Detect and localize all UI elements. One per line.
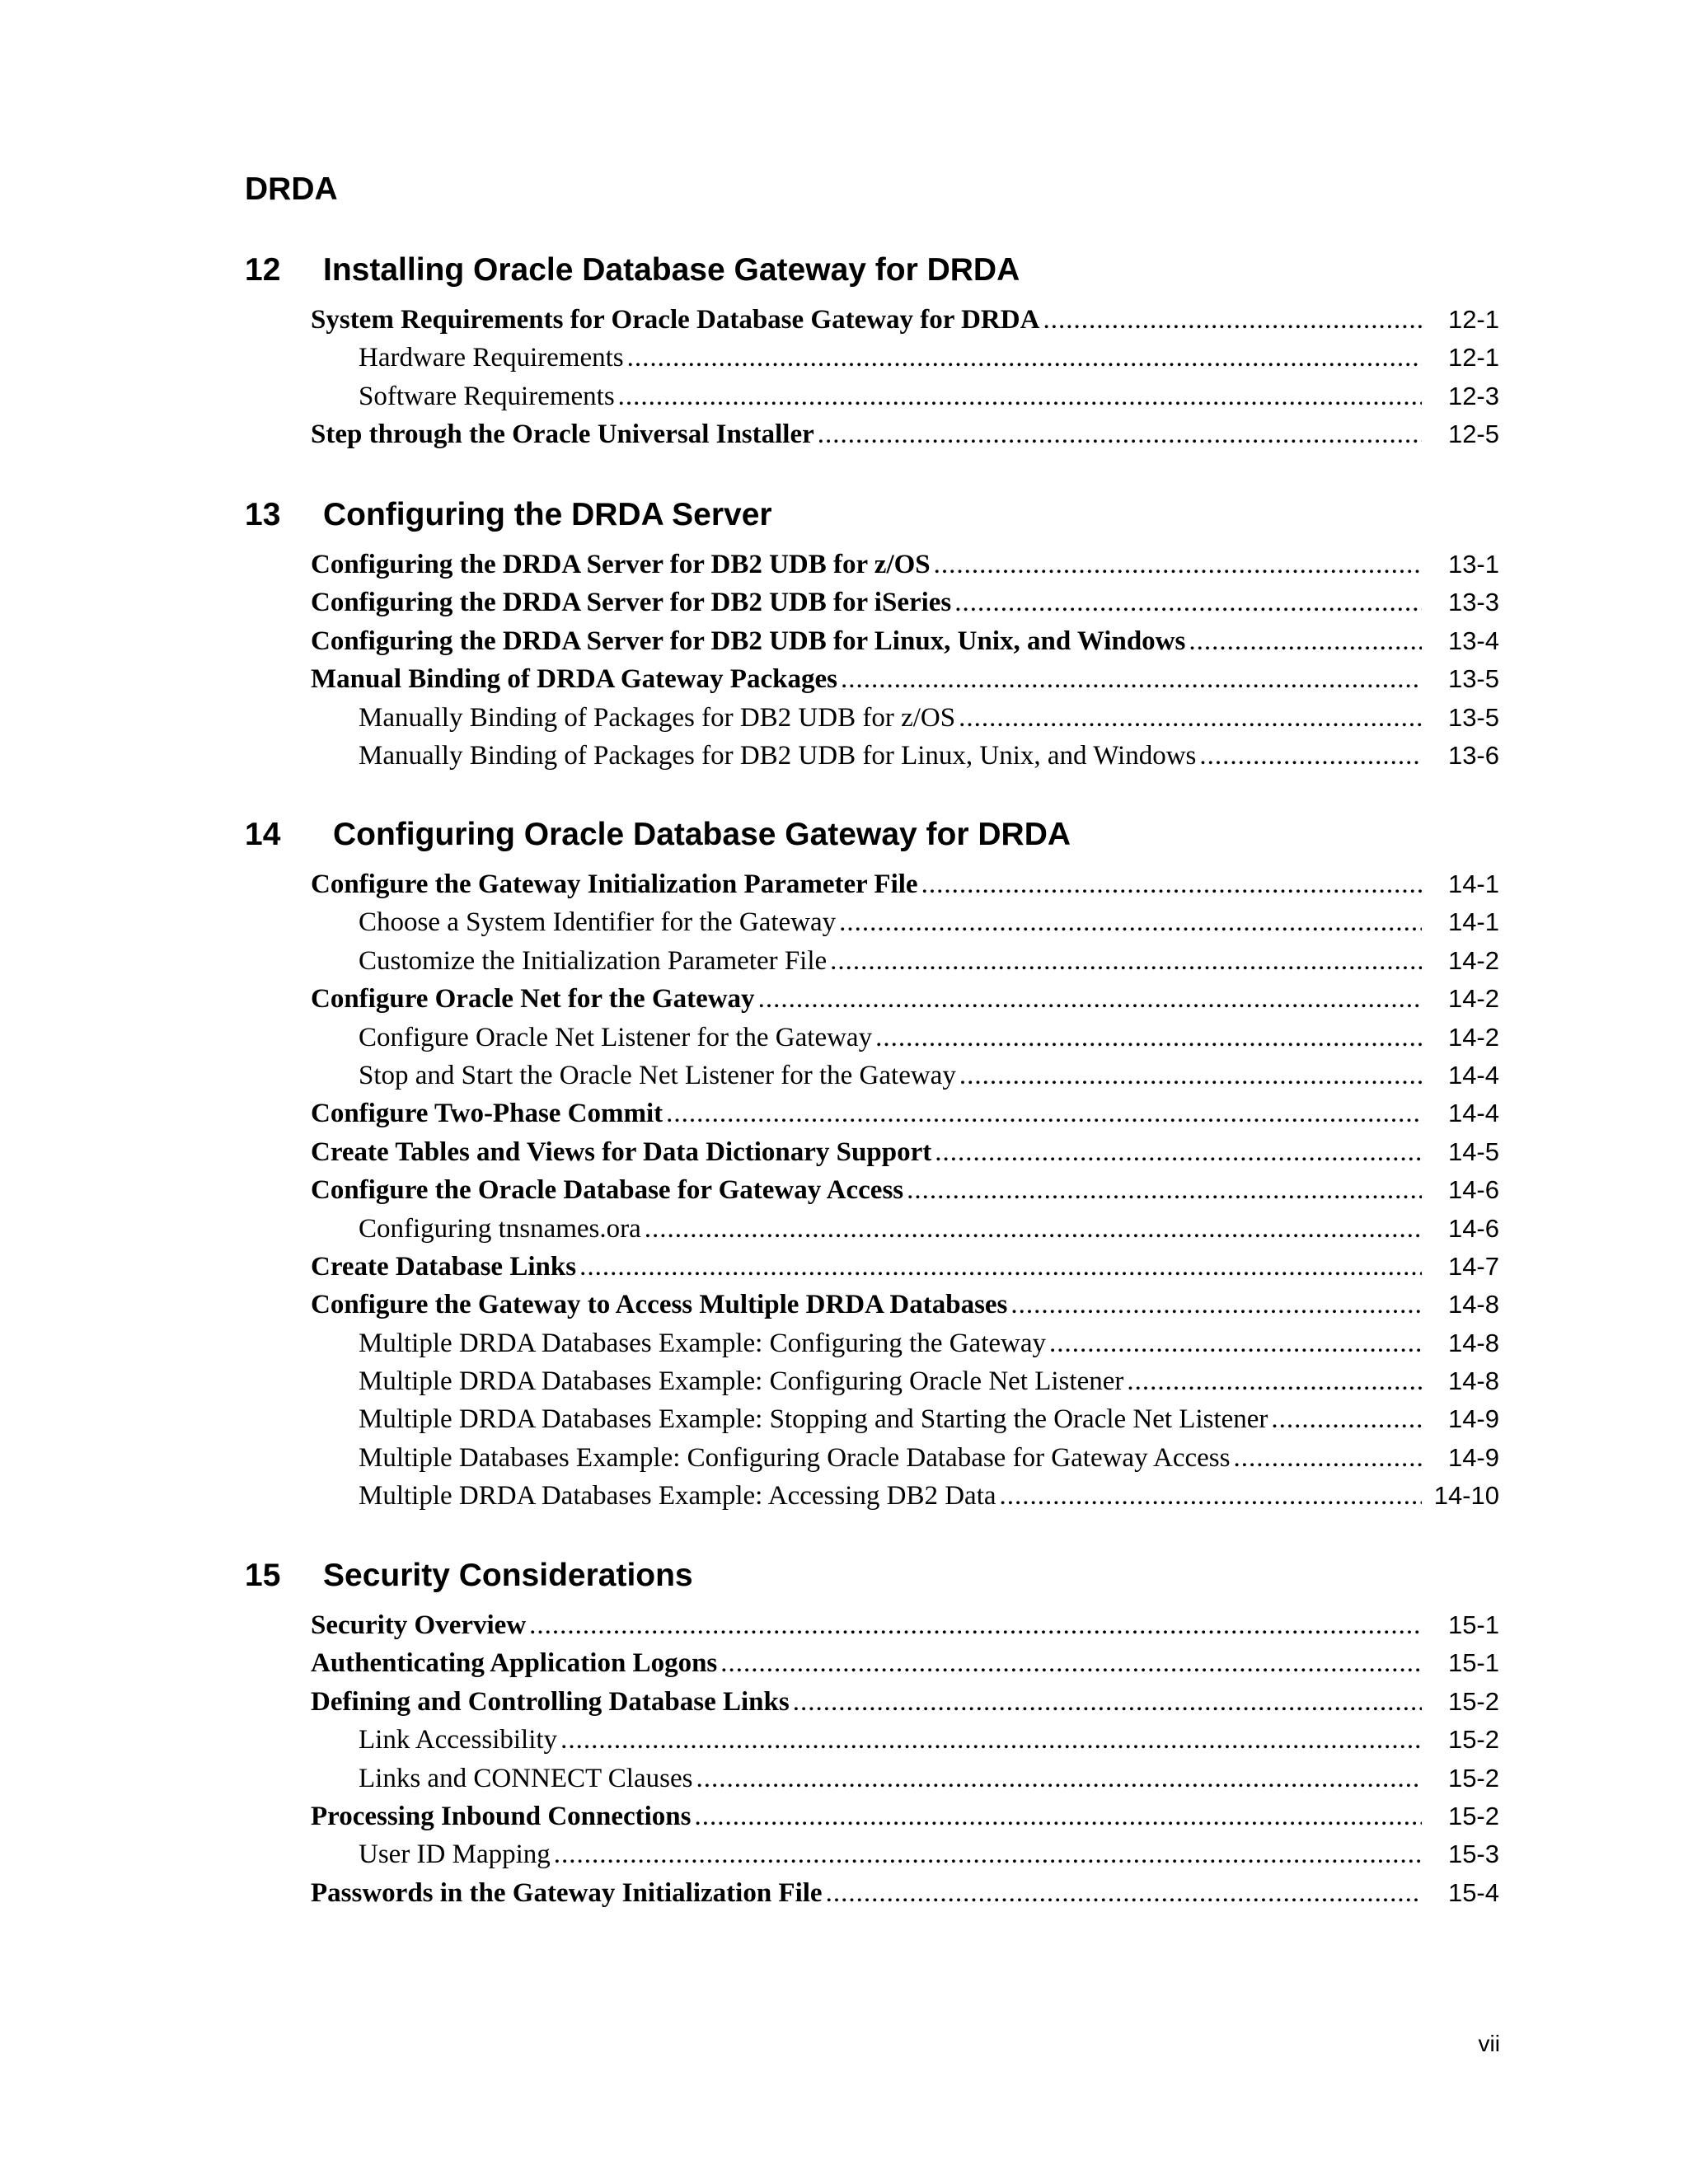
chapter-15 [245,1555,1499,1912]
toc-entry[interactable] [245,1286,1499,1324]
toc-entry[interactable] [245,1171,1499,1209]
toc-entry[interactable] [245,942,1499,980]
chapter-heading [245,1555,1499,1596]
toc-entry[interactable] [245,415,1499,453]
toc-entry[interactable] [245,1210,1499,1248]
toc-entry-label: Configuring the DRDA Server for DB2 UDB for Linux, Unix, and Windows [311,626,1186,656]
chapter-number: 13 [245,497,281,532]
toc-entry-label: Manual Binding of DRDA Gateway Packages [311,664,837,695]
toc-entry-page: 15-2 [1447,1763,1499,1793]
toc-entry[interactable] [245,1477,1499,1515]
toc-entry-page: 14-8 [1447,1366,1499,1396]
toc-entry-label: Create Tables and Views for Data Dictionary Support [311,1137,932,1167]
toc-entry-page: 13-3 [1447,588,1499,617]
toc-entry-label: Configure Two-Phase Commit [311,1099,663,1129]
leader-dots [826,1874,1422,1912]
chapter-12 [245,250,1499,454]
toc-entry-page: 15-2 [1447,1725,1499,1755]
chapter-heading [245,494,1499,536]
toc-entry[interactable] [245,622,1499,660]
toc-entry-label: Manually Binding of Packages for DB2 UDB for z/OS [359,702,956,733]
toc-entry[interactable] [245,377,1499,415]
leader-dots [618,377,1422,415]
chapter-number: 14 [245,817,281,852]
leader-dots [579,1248,1422,1286]
toc-entry-page: 13-6 [1447,740,1499,770]
leader-dots [1233,1439,1422,1477]
toc-entry-page: 14-2 [1447,984,1499,1014]
toc-entry-page: 12-5 [1447,419,1499,449]
toc-entry[interactable] [245,1606,1499,1644]
leader-dots [921,865,1422,903]
leader-dots [793,1683,1422,1721]
toc-entry-label: Hardware Requirements [359,343,624,373]
toc-entry-label: Defining and Controlling Database Links [311,1686,790,1717]
toc-entry[interactable] [245,737,1499,775]
leader-dots [758,980,1422,1018]
leader-dots [839,903,1422,941]
toc-entry-label: Configure the Gateway Initialization Parameter File [311,869,918,899]
chapter-title: Configuring Oracle Database Gateway for DRDA [333,817,1071,852]
toc-entry-page: 14-9 [1447,1404,1499,1434]
toc-entry-label: Stop and Start the Oracle Net Listener for the Gateway [359,1060,956,1090]
chapter-title: Security Considerations [323,1558,693,1593]
leader-dots [1043,301,1422,339]
toc-entry[interactable] [245,1439,1499,1477]
leader-dots [529,1606,1422,1644]
leader-dots [666,1094,1422,1132]
leader-dots [954,583,1422,621]
toc-entry-label: Security Overview [311,1610,527,1640]
toc-entries [245,301,1499,454]
toc-entry-label: Multiple DRDA Databases Example: Configuring Oracle Net Listener [359,1366,1124,1397]
leader-dots [560,1721,1422,1759]
toc-entry-page: 14-4 [1447,1060,1499,1090]
toc-entry[interactable] [245,546,1499,583]
toc-entry-label: Configure Oracle Net Listener for the Gateway [359,1022,873,1052]
leader-dots [1271,1400,1422,1438]
toc-entry-label: Passwords in the Gateway Initialization File [311,1877,823,1908]
toc-entry[interactable] [245,980,1499,1018]
toc-entry-page: 15-1 [1447,1610,1499,1639]
toc-entry-page: 14-9 [1447,1442,1499,1472]
toc-entries [245,1606,1499,1912]
leader-dots [935,1133,1422,1171]
toc-entry-label: System Requirements for Oracle Database Gateway for DRDA [311,305,1040,335]
toc-entry-label: Create Database Links [311,1251,577,1282]
toc-entry-label: Processing Inbound Connections [311,1801,692,1831]
toc-entry-label: Manually Binding of Packages for DB2 UDB for Linux, Unix, and Windows [359,740,1197,771]
toc-entry-label: Configuring the DRDA Server for DB2 UDB for z/OS [311,550,931,579]
toc-entry[interactable] [245,1644,1499,1682]
leader-dots [934,546,1422,583]
toc-entry-label: Configuring the DRDA Server for DB2 UDB for iSeries [311,588,952,618]
toc-entry-page: 13-5 [1447,664,1499,694]
toc-entry-page: 14-2 [1447,1022,1499,1052]
toc-entry-label: User ID Mapping [359,1840,551,1870]
toc-entry[interactable] [245,1400,1499,1438]
toc-entry-page: 14-4 [1447,1099,1499,1128]
toc-entry-page: 15-2 [1447,1686,1499,1716]
toc-entry[interactable] [245,1324,1499,1362]
toc-entry[interactable] [245,865,1499,903]
leader-dots [1049,1324,1422,1362]
leader-dots [1189,622,1422,660]
toc-entry-label: Step through the Oracle Universal Installer [311,419,814,450]
toc-entry[interactable] [245,1133,1499,1171]
leader-dots [696,1760,1422,1797]
chapter-title: Configuring the DRDA Server [323,497,772,532]
toc-entry-label: Choose a System Identifier for the Gateway [359,907,837,938]
part-title: DRDA [245,171,338,207]
toc-entry-page: 14-8 [1447,1290,1499,1319]
toc-entry-page: 14-2 [1447,945,1499,975]
leader-dots [907,1171,1422,1209]
chapter-number: 12 [245,252,281,288]
toc-entry[interactable] [245,1874,1499,1912]
leader-dots [645,1210,1422,1248]
toc-entry-page: 15-2 [1447,1801,1499,1830]
toc-entry[interactable] [245,1683,1499,1721]
toc-entry-page: 13-4 [1447,626,1499,655]
toc-entry-label: Configure the Oracle Database for Gateway Access [311,1175,904,1206]
toc-entry-label: Links and CONNECT Clauses [359,1763,693,1793]
leader-dots [959,1057,1422,1094]
toc-entry-label: Multiple DRDA Databases Example: Accessing DB2 Data [359,1481,996,1511]
toc-entry-page: 14-1 [1447,907,1499,937]
toc-entry-page: 13-5 [1447,702,1499,732]
leader-dots [1199,737,1422,775]
toc-entry[interactable] [245,1094,1499,1132]
toc-entry-label: Link Accessibility [359,1725,558,1755]
toc-entries [245,865,1499,1516]
toc-entry-label: Multiple Databases Example: Configuring Oracle Database for Gateway Access [359,1442,1231,1473]
toc-entry-page: 15-1 [1447,1648,1499,1678]
toc-entry-page: 14-7 [1447,1251,1499,1281]
toc-entry-page: 12-3 [1447,381,1499,410]
toc-entry[interactable] [245,1797,1499,1835]
toc-entry-page: 12-1 [1447,343,1499,373]
chapter-heading [245,250,1499,291]
chapter-14 [245,814,1499,1516]
toc-entry-page: 14-8 [1447,1328,1499,1357]
toc-entry-label: Configuring tnsnames.ora [359,1213,641,1244]
toc-entry[interactable] [245,583,1499,621]
toc-entry[interactable] [245,1362,1499,1400]
leader-dots [695,1797,1422,1835]
page-number: vii [1478,2031,1500,2056]
chapter-heading [245,814,1499,855]
toc-entry-page: 14-1 [1447,869,1499,898]
toc-entry[interactable] [245,1835,1499,1873]
chapter-title: Installing Oracle Database Gateway for DRDA [323,252,1020,288]
toc-entry-page: 14-6 [1447,1213,1499,1243]
toc-entry-label: Configure Oracle Net for the Gateway [311,984,755,1015]
toc-entry-page: 14-5 [1447,1137,1499,1166]
toc-entries [245,546,1499,775]
toc-entry[interactable] [245,660,1499,698]
toc-entry-label: Configure the Gateway to Access Multiple DRDA Databases [311,1290,1008,1320]
toc-entry[interactable] [245,301,1499,339]
toc-entry-label: Multiple DRDA Databases Example: Stopping and Starting the Oracle Net Listener [359,1404,1268,1435]
toc-entry-page: 12-1 [1447,305,1499,334]
toc-entry[interactable] [245,903,1499,941]
toc-entry-label: Customize the Initialization Parameter File [359,945,828,976]
toc-entry[interactable] [245,1760,1499,1797]
toc-entry-label: Software Requirements [359,381,615,411]
toc-entry-label: Multiple DRDA Databases Example: Configuring the Gateway [359,1328,1046,1358]
chapter-number: 15 [245,1558,281,1593]
leader-dots [1010,1286,1422,1324]
toc-entry[interactable] [245,1248,1499,1286]
chapter-13 [245,494,1499,775]
toc-entry-page: 14-10 [1433,1481,1499,1511]
toc-entry[interactable] [245,699,1499,737]
toc-entry[interactable] [245,1019,1499,1057]
leader-dots [818,415,1422,453]
toc-entry-page: 15-4 [1447,1877,1499,1907]
leader-dots [875,1019,1422,1057]
toc-entry[interactable] [245,1057,1499,1094]
leader-dots [554,1835,1422,1873]
toc-entry[interactable] [245,1721,1499,1759]
leader-dots [841,660,1422,698]
toc-entry-page: 13-1 [1447,550,1499,579]
toc-entry[interactable] [245,339,1499,377]
leader-dots [1000,1477,1422,1515]
leader-dots [830,942,1422,980]
leader-dots [627,339,1422,377]
toc-entry-page: 15-3 [1447,1840,1499,1869]
toc-entry-page: 14-6 [1447,1175,1499,1205]
leader-dots [1127,1362,1422,1400]
leader-dots [720,1644,1422,1682]
toc-entry-label: Authenticating Application Logons [311,1648,718,1679]
leader-dots [959,699,1422,737]
